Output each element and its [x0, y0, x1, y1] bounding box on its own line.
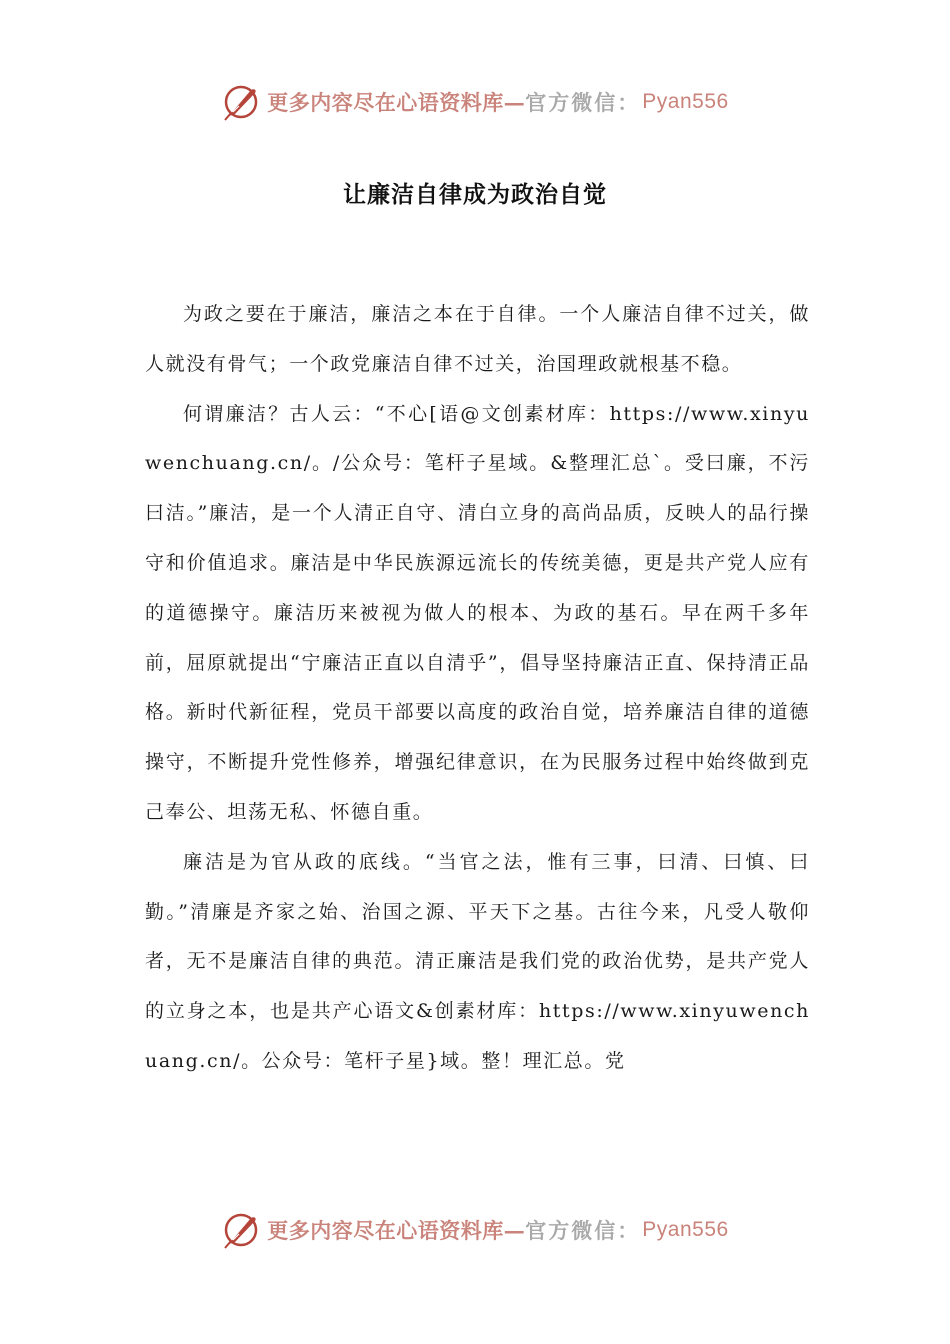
footer-banner: [0, 1208, 950, 1252]
document-body: [145, 290, 810, 1087]
paragraph-3: 廉洁是为官从政的底线。“当官之法，惟有三事，曰清、曰慎、曰勤。”清廉是齐家之始、治国之源、平天下之基。古往今来，凡受人敬仰者，无不是廉洁自律的典范。清正廉洁是我们党的政治优势，是共产党人的立身之本，也是共产心语文&创素材库：https://www.xinyuwenchuang.cn/。公众号：笔杆子星}域。整！理汇总。党: [145, 850, 810, 1072]
document-title: 让廉洁自律成为政治自觉: [343, 182, 607, 208]
header-wechat-id: Pyan556: [642, 90, 729, 113]
quill-logo-icon: [221, 1210, 261, 1250]
footer-wechat-id: Pyan556: [642, 1218, 729, 1241]
header-wechat-label: 官方微信：: [525, 90, 641, 115]
header-banner: [0, 80, 950, 124]
header-promo-text: 更多内容尽在心语资料库—: [267, 90, 526, 115]
footer-wechat-label: 官方微信：: [525, 1218, 641, 1243]
quill-logo-icon: [221, 82, 261, 122]
paragraph-2: 何谓廉洁？古人云：“不心[语@文创素材库：https://www.xinyuwenchuang.cn/。/公众号：笔杆子星域。&整理汇总`。受曰廉，不污曰洁。”廉洁，是一个人清正自守、清白立身的高尚品质，反映人的品行操守和价值追求。廉洁是中华民族源远流长的传统美德，更是共产党人应有的道德操守。廉洁历来被视为做人的根本、为政的基石。早在两千多年前，屈原就提出“宁廉洁正直以自清乎”，倡导坚持廉洁正直、保持清正品格。新时代新征程，党员干部要以高度的政治自觉，培养廉洁自律的道德操守，不断提升党性修养，增强纪律意识，在为民服务过程中始终做到克己奉公、坦荡无私、怀德自重。: [145, 402, 810, 823]
footer-promo-text: 更多内容尽在心语资料库—: [267, 1218, 526, 1243]
paragraph-1: 为政之要在于廉洁，廉洁之本在于自律。一个人廉洁自律不过关，做人就没有骨气；一个政党廉洁自律不过关，治国理政就根基不稳。: [145, 303, 810, 375]
